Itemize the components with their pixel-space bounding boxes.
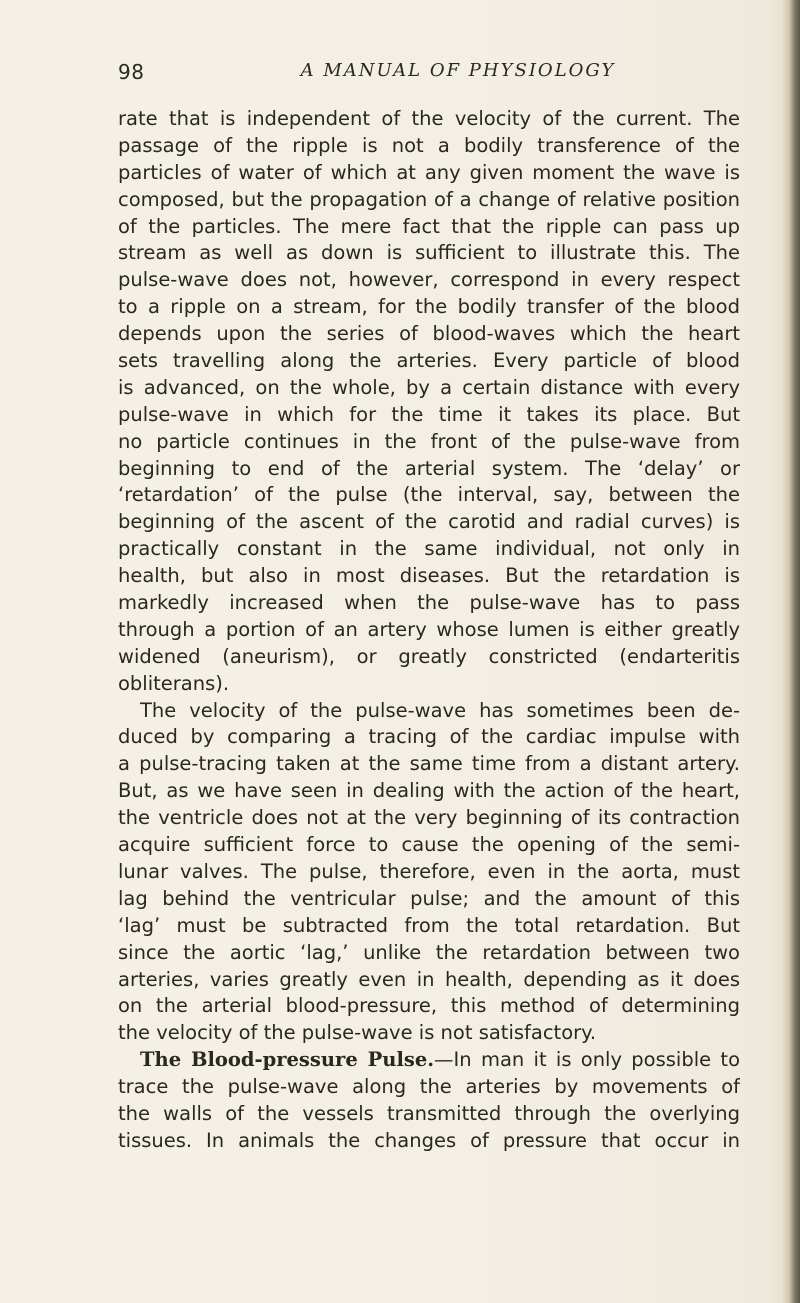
text-line: ‘retardation’ of the pulse (the interval, say, between the <box>118 483 740 507</box>
text-line: pulse-wave does not, however, correspond in every respect <box>118 268 740 292</box>
text-line: obliterans). <box>118 671 230 695</box>
running-title: A MANUAL OF PHYSIOLOGY <box>300 60 616 81</box>
text-line: tissues. In animals the changes of pressure that occur in <box>118 1128 740 1152</box>
text-line: depends upon the series of blood-waves which the heart <box>118 322 740 346</box>
text-line: The velocity of the pulse-wave has sometimes been de- <box>140 698 740 722</box>
text-line: lag behind the ventricular pulse; and the amount of this <box>118 886 740 910</box>
page-number: 98 <box>118 60 145 84</box>
text-line: practically constant in the same individual, not only in <box>118 537 740 561</box>
page-edge-shadow <box>782 0 800 1303</box>
section-first-line <box>118 1047 740 1074</box>
text-line: widened (aneurism), or greatly constricted (endarteritis <box>118 644 740 668</box>
text-line: through a portion of an artery whose lumen is either greatly <box>118 617 740 641</box>
text-line: sets travelling along the arteries. Every particle of blood <box>118 349 740 373</box>
text-line: passage of the ripple is not a bodily transference of the <box>118 133 740 157</box>
text-line: acquire sufficient force to cause the opening of the semi- <box>118 833 740 857</box>
text-line: beginning of the ascent of the carotid and radial curves) is <box>118 510 740 534</box>
text-line: is advanced, on the whole, by a certain distance with every <box>118 375 740 399</box>
text-line: no particle continues in the front of the pulse-wave from <box>118 429 740 453</box>
section-first-line-text: —In man it is only possible to <box>434 1048 740 1072</box>
text-line: on the arterial blood-pressure, this method of determining <box>118 994 740 1018</box>
text-line: stream as well as down is sufficient to illustrate this. The <box>118 241 740 265</box>
section-heading: The Blood-pressure Pulse. <box>140 1048 435 1072</box>
text-line: ‘lag’ must be subtracted from the total retardation. But <box>118 913 740 937</box>
body-text <box>118 106 740 1155</box>
text-line: rate that is independent of the velocity of the current. The <box>118 107 740 130</box>
text-line: trace the pulse-wave along the arteries by movements of <box>118 1075 740 1099</box>
text-line: the velocity of the pulse-wave is not satisfactory. <box>118 1021 597 1045</box>
text-line: the walls of the vessels transmitted through the overlying <box>118 1101 740 1125</box>
text-line: pulse-wave in which for the time it takes its place. But <box>118 402 740 426</box>
text-line: health, but also in most diseases. But the retardation is <box>118 564 740 588</box>
text-line: beginning to end of the arterial system. The ‘delay’ or <box>118 456 740 480</box>
text-line: arteries, varies greatly even in health, depending as it does <box>118 967 740 991</box>
text-line: duced by comparing a tracing of the cardiac impulse with <box>118 725 740 749</box>
text-line: to a ripple on a stream, for the bodily transfer of the blood <box>118 295 740 319</box>
text-line: markedly increased when the pulse-wave has to pass <box>118 591 740 615</box>
text-line: composed, but the propagation of a change of relative position <box>118 187 740 211</box>
text-line: lunar valves. The pulse, therefore, even in the aorta, must <box>118 859 740 883</box>
text-line: since the aortic ‘lag,’ unlike the retardation between two <box>118 940 740 964</box>
text-line: the ventricle does not at the very beginning of its contraction <box>118 806 740 830</box>
text-line: of the particles. The mere fact that the ripple can pass up <box>118 214 740 238</box>
page-header <box>118 60 738 86</box>
text-line: But, as we have seen in dealing with the action of the heart, <box>118 779 740 803</box>
text-line: particles of water of which at any given moment the wave is <box>118 160 740 184</box>
text-line: a pulse-tracing taken at the same time from a distant artery. <box>118 752 740 776</box>
